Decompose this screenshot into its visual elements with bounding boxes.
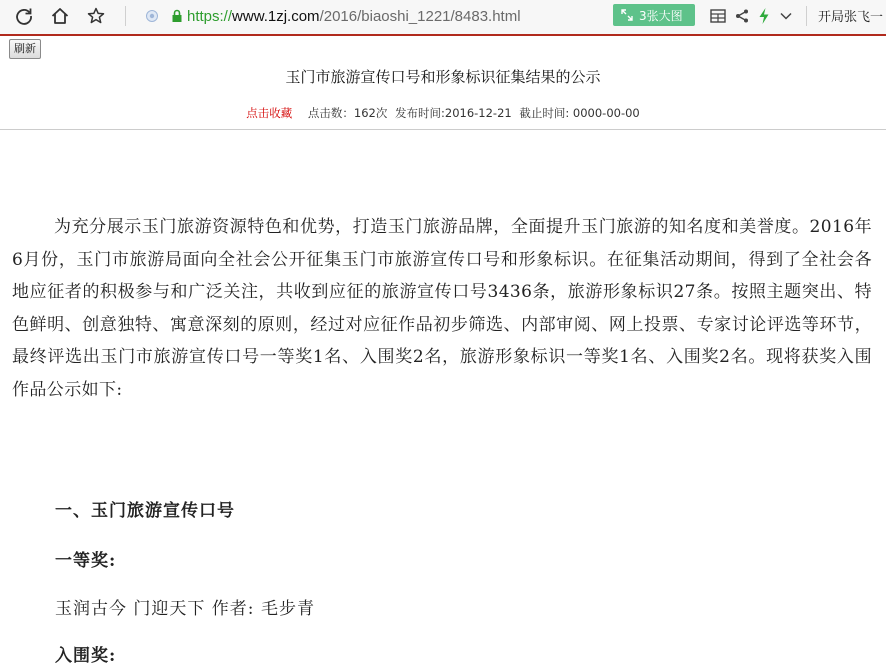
toolbar-divider bbox=[806, 6, 807, 26]
shield-icon bbox=[145, 9, 159, 23]
browser-toolbar bbox=[0, 0, 886, 36]
url-domain: www.1zj.com bbox=[232, 7, 320, 25]
first-prize-entry: 玉润古今 门迎天下 作者: 毛步青 bbox=[55, 599, 315, 619]
toolbar-divider bbox=[125, 6, 126, 26]
header-divider bbox=[0, 129, 886, 130]
url-scheme: https:// bbox=[187, 7, 233, 25]
home-icon[interactable] bbox=[46, 3, 74, 29]
toolbar-right-link[interactable]: 开局张飞一 bbox=[818, 10, 884, 25]
favorite-link[interactable]: 点击收藏 bbox=[246, 106, 293, 120]
article-paragraph: 为充分展示玉门旅游资源特色和优势，打造玉门旅游品牌，全面提升玉门旅游的知名度和美誉度。2016年6月份，玉门市旅游局面向全社会公开征集玉门市旅游宣传口号和形象标识。在征集活动期间，得到了全社会各地应征者的积极参与和广泛关注，共收到应征的旅游宣传口号3436条，旅游形象标识27条。按照主题突出、特色鲜明、创意独特、寓意深刻的原则，经过对应征作品初步筛选、内部审阅、网上投票、专家讨论评选等环节，最终评选出玉门市旅游宣传口号一等奖1名、入围奖2名，旅游形象标识一等奖1名、入围奖2名。现将获奖入围作品公示如下: bbox=[12, 217, 872, 400]
first-prize-heading: 一等奖: bbox=[55, 551, 117, 571]
big-image-label: 3张大图 bbox=[639, 8, 683, 23]
article-meta bbox=[0, 105, 886, 121]
click-count: 点击数：162次 bbox=[307, 106, 388, 120]
expand-icon bbox=[621, 9, 633, 21]
star-icon[interactable] bbox=[82, 3, 110, 29]
big-image-button[interactable] bbox=[613, 4, 695, 26]
url-text[interactable] bbox=[187, 8, 521, 25]
page-title: 玉门市旅游宣传口号和形象标识征集结果的公示 bbox=[285, 68, 601, 86]
finalist-heading: 入围奖: bbox=[55, 646, 117, 666]
url-path: /2016/biaoshi_1221/8483.html bbox=[319, 7, 521, 25]
chevron-down-icon[interactable] bbox=[772, 3, 800, 29]
deadline: 截止时间: 0000-00-00 bbox=[519, 106, 640, 120]
lock-icon bbox=[171, 9, 183, 23]
publish-date: 发布时间:2016-12-21 bbox=[395, 106, 512, 120]
refresh-button[interactable]: 刷新 bbox=[9, 39, 41, 59]
refresh-icon[interactable] bbox=[10, 3, 38, 29]
address-bar[interactable] bbox=[145, 3, 605, 29]
section-heading: 一、玉门旅游宣传口号 bbox=[55, 501, 235, 521]
